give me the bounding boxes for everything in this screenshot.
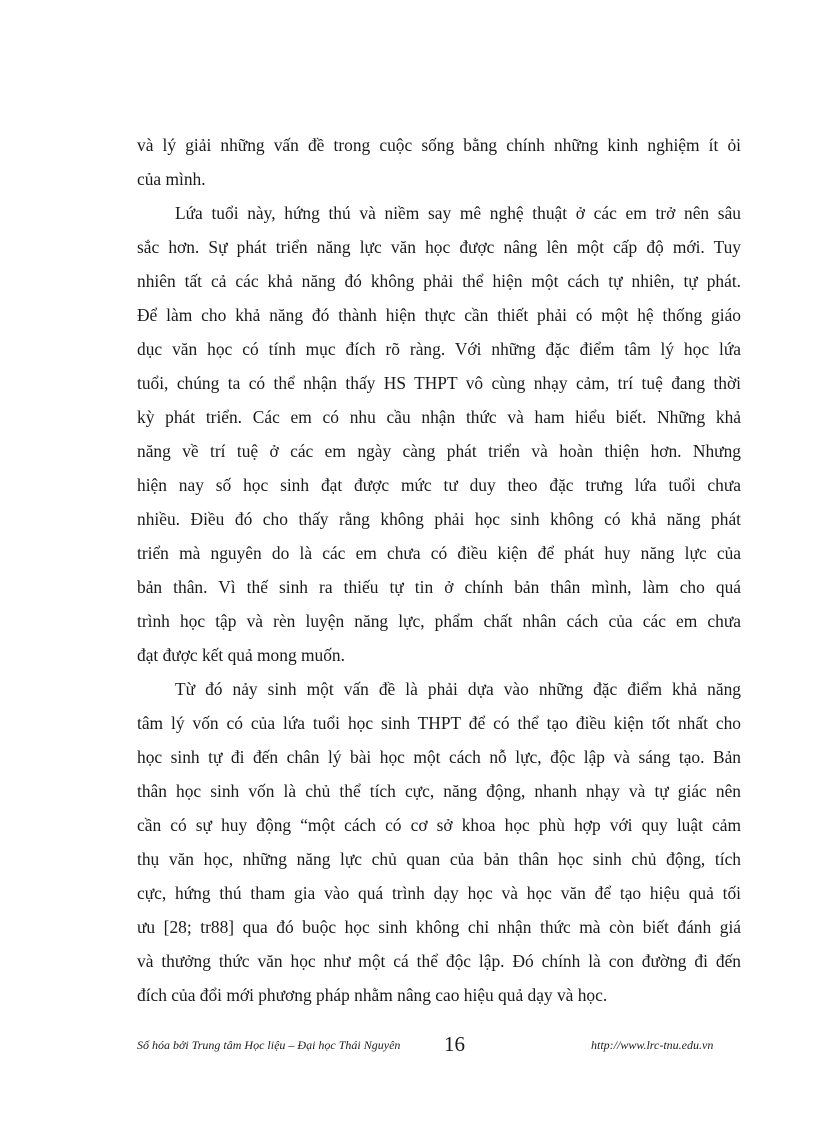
text-line: thụ văn học, những năng lực chủ quan của bản thân học sinh chủ động, tích	[137, 849, 741, 869]
text-line: và lý giải những vấn đề trong cuộc sống bằng chính những kinh nghiệm ít ỏi	[137, 135, 741, 155]
text-line: trình học tập và rèn luyện năng lực, phẩm chất nhân cách của các em chưa	[137, 611, 741, 631]
text-line: nhiều. Điều đó cho thấy rằng không phải học sinh không có khả năng phát	[137, 509, 741, 529]
text-line: Để làm cho khả năng đó thành hiện thực cần thiết phải có một hệ thống giáo	[137, 305, 741, 325]
text-line: cần có sự huy động “một cách có cơ sở khoa học phù hợp với quy luật cảm	[137, 815, 741, 835]
footer-url: http://www.lrc-tnu.edu.vn	[591, 1038, 714, 1052]
text-line: tuổi, chúng ta có thể nhận thấy HS THPT vô cùng nhạy cảm, trí tuệ đang thời	[137, 373, 741, 393]
text-line: dục văn học có tính mục đích rõ ràng. Với những đặc điểm tâm lý học lứa	[137, 339, 741, 359]
page-number: 16	[444, 1032, 465, 1056]
text-line: tâm lý vốn có của lứa tuổi học sinh THPT để có thể tạo điều kiện tốt nhất cho	[137, 713, 741, 733]
text-line: sắc hơn. Sự phát triển năng lực văn học được nâng lên một cấp độ mới. Tuy	[137, 237, 741, 257]
text-line: Từ đó nảy sinh một vấn đề là phải dựa vào những đặc điểm khả năng	[175, 679, 741, 699]
text-line: năng về trí tuệ ở các em ngày càng phát triển và hoàn thiện hơn. Nhưng	[137, 441, 741, 461]
text-line: học sinh tự đi đến chân lý bài học một cách nỗ lực, độc lập và sáng tạo. Bản	[137, 747, 741, 767]
text-line: cực, hứng thú tham gia vào quá trình dạy học và học văn để tạo hiệu quả tối	[137, 883, 741, 903]
text-line: kỳ phát triển. Các em có nhu cầu nhận thức và ham hiểu biết. Những khả	[137, 407, 741, 427]
text-line: Lứa tuổi này, hứng thú và niềm say mê nghệ thuật ở các em trở nên sâu	[175, 203, 741, 223]
footer-attribution: Số hóa bởi Trung tâm Học liệu – Đại học Thái Nguyên	[137, 1038, 401, 1052]
text-line: bản thân. Vì thế sinh ra thiếu tự tin ở chính bản thân mình, làm cho quá	[137, 577, 741, 597]
text-line: và thưởng thức văn học như một cá thể độc lập. Đó chính là con đường đi đến	[137, 951, 741, 971]
text-line: của mình.	[137, 169, 206, 189]
text-line: ưu [28; tr88] qua đó buộc học sinh không chỉ nhận thức mà còn biết đánh giá	[137, 917, 741, 937]
text-line: hiện nay số học sinh đạt được mức tư duy theo đặc trưng lứa tuổi chưa	[137, 475, 741, 495]
text-line: triển mà nguyên do là các em chưa có điều kiện để phát huy năng lực của	[137, 543, 741, 563]
text-line: đích của đổi mới phương pháp nhằm nâng cao hiệu quả dạy và học.	[137, 985, 608, 1005]
text-line: nhiên tất cả các khả năng đó không phải thể hiện một cách tự nhiên, tự phát.	[137, 271, 741, 291]
text-line: thân học sinh vốn là chủ thể tích cực, năng động, nhanh nhạy và tự giác nên	[137, 781, 741, 801]
body-text	[137, 128, 741, 1012]
text-line: đạt được kết quả mong muốn.	[137, 645, 345, 665]
